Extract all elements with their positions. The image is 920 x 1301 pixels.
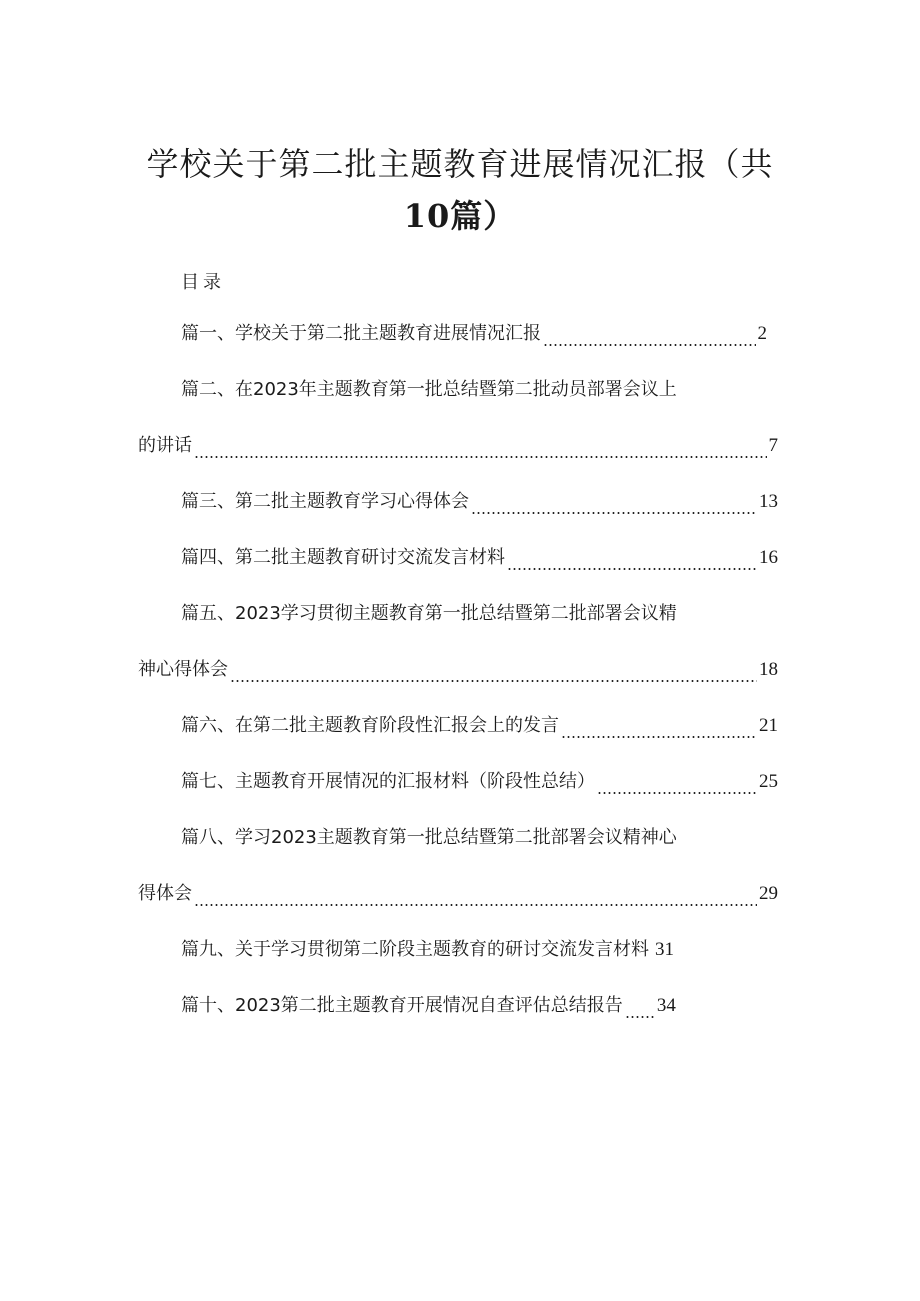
title-line-1: 学校关于第二批主题教育进展情况汇报（共 xyxy=(146,145,774,183)
toc-entry-page: 2 xyxy=(757,323,767,344)
toc-entry-title: 篇九、关于学习贯彻第二阶段主题教育的研讨交流发言材料 xyxy=(181,939,649,960)
toc-entry[interactable] xyxy=(181,936,674,964)
title-line-2: 10篇） xyxy=(403,197,517,235)
toc-entry-title: 篇一、学校关于第二批主题教育进展情况汇报 xyxy=(181,323,541,344)
toc-entry[interactable] xyxy=(181,320,767,348)
toc-entry-page: 13 xyxy=(759,491,778,512)
toc-entry-page: 18 xyxy=(759,659,778,680)
toc-entry[interactable] xyxy=(181,488,778,516)
toc-leader-dots xyxy=(597,774,757,796)
toc-entry-page: 21 xyxy=(759,715,778,736)
toc-entry-title: 得体会 xyxy=(138,883,192,904)
toc-entry-line1[interactable]: 篇二、在2023年主题教育第一批总结暨第二批动员部署会议上 xyxy=(181,379,677,400)
toc-entry[interactable] xyxy=(181,992,676,1020)
toc-entry[interactable] xyxy=(181,768,778,796)
toc-entry-page: 34 xyxy=(656,995,676,1016)
toc-leader-dots xyxy=(625,998,655,1020)
toc-entry-title: 神心得体会 xyxy=(138,659,228,680)
toc-entry-page: 7 xyxy=(768,435,778,456)
toc-leader-dots xyxy=(194,886,757,908)
toc-leader-dots xyxy=(194,438,767,460)
toc-entry-page: 29 xyxy=(759,883,778,904)
toc-entry[interactable] xyxy=(181,712,778,740)
toc-heading: 目录 xyxy=(181,272,225,293)
toc-leader-dots xyxy=(507,550,757,572)
toc-entry[interactable] xyxy=(181,544,778,572)
toc-entry-title: 篇七、主题教育开展情况的汇报材料（阶段性总结） xyxy=(181,771,595,792)
toc-leader-dots xyxy=(471,494,757,516)
toc-leader-dots xyxy=(543,326,756,348)
toc-entry-page: 16 xyxy=(759,547,778,568)
toc-entry-title: 篇十、2023第二批主题教育开展情况自查评估总结报告 xyxy=(181,995,623,1016)
toc-entry-line1[interactable]: 篇八、学习2023主题教育第一批总结暨第二批部署会议精神心 xyxy=(181,827,677,848)
toc-entry-line1[interactable]: 篇五、2023学习贯彻主题教育第一批总结暨第二批部署会议精 xyxy=(181,603,677,624)
toc-entry[interactable] xyxy=(138,432,778,460)
toc-entry-page: 31 xyxy=(655,939,674,960)
toc-leader-dots xyxy=(561,718,757,740)
toc-entry-page: 25 xyxy=(759,771,778,792)
document-title xyxy=(120,138,800,242)
toc-leader-dots xyxy=(230,662,757,684)
toc-entry[interactable] xyxy=(138,656,778,684)
toc-entry-title: 篇四、第二批主题教育研讨交流发言材料 xyxy=(181,547,505,568)
toc-entry-title: 篇三、第二批主题教育学习心得体会 xyxy=(181,491,469,512)
toc-entry-title: 篇六、在第二批主题教育阶段性汇报会上的发言 xyxy=(181,715,559,736)
toc-entry[interactable] xyxy=(138,880,778,908)
toc-entry-title: 的讲话 xyxy=(138,435,192,456)
